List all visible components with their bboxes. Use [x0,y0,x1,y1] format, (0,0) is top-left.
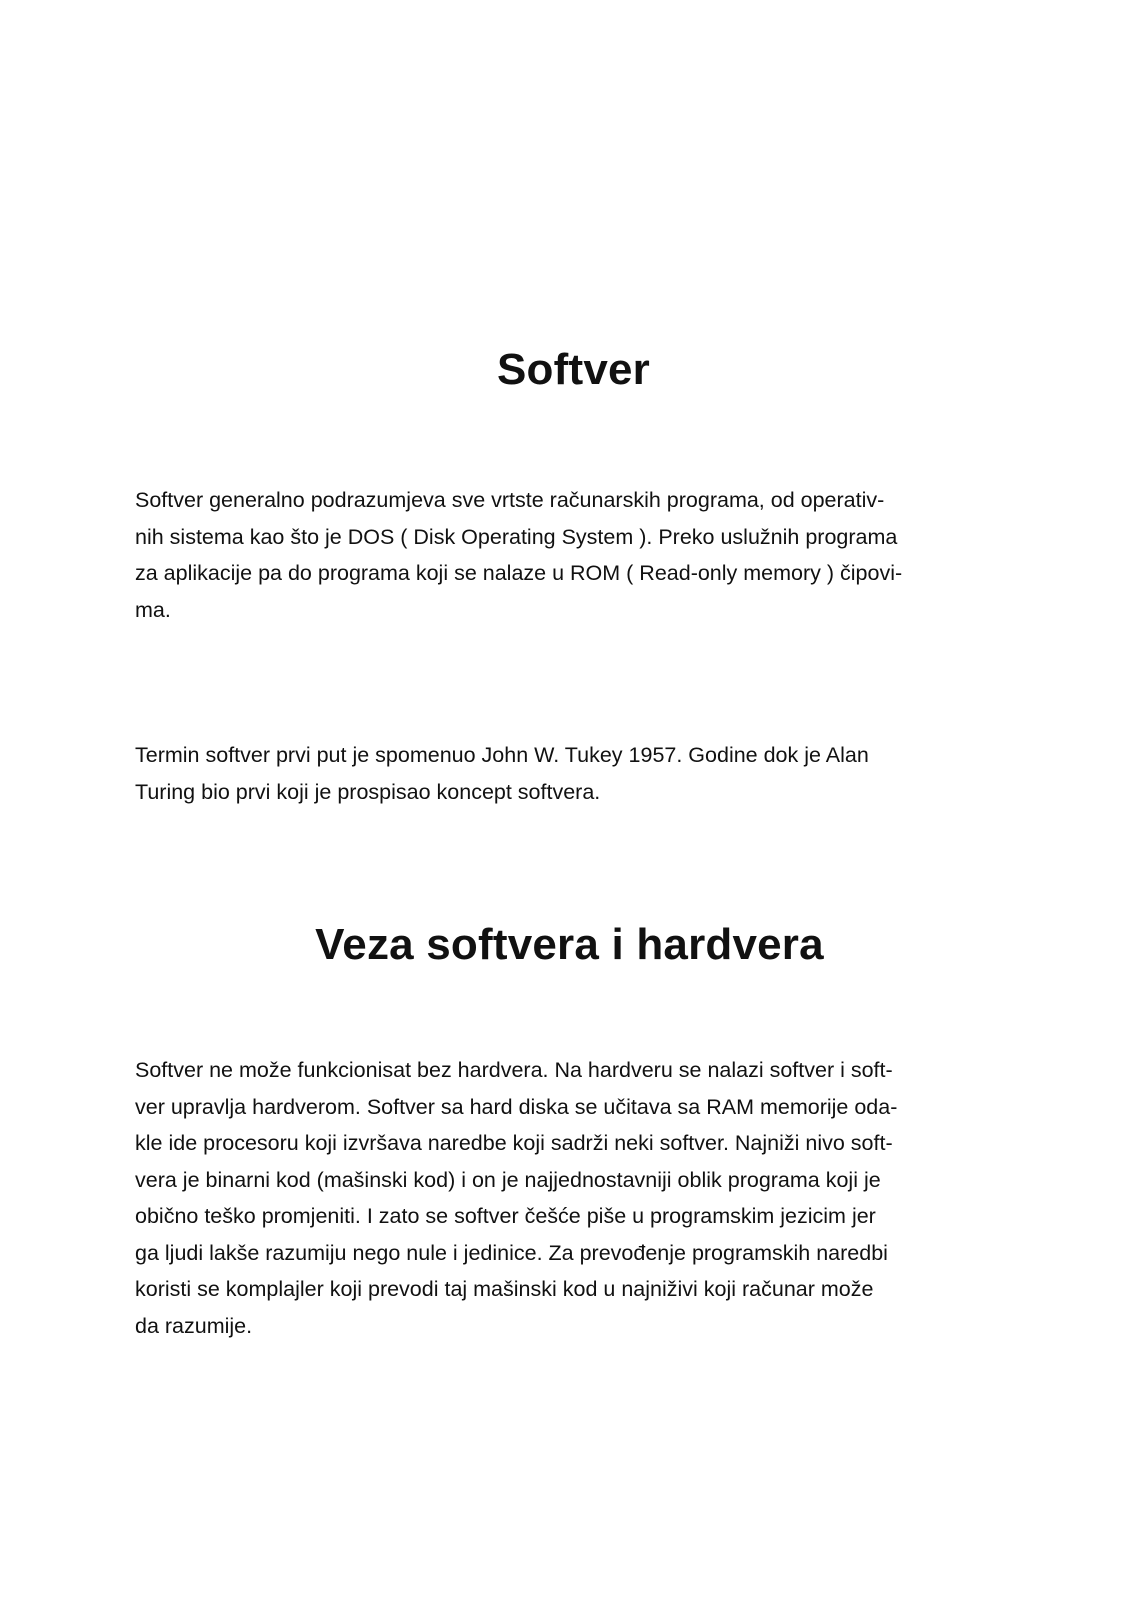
paragraph-line: Softver generalno podrazumjeva sve vrtste računarskih programa, od operativ- [135,488,885,512]
paragraph-line: za aplikacije pa do programa koji se nalaze u ROM ( Read-only memory ) čipovi- [135,561,903,585]
relationship-paragraph [135,1052,995,1344]
paragraph-line: nih sistema kao što je DOS ( Disk Operating System ). Preko uslužnih programa [135,524,898,549]
page-title: Softver [497,345,650,394]
paragraph-line: Termin softver prvi put je spomenuo John W. Tukey 1957. Godine dok je Alan [135,743,869,767]
paragraph-line: Turing bio prvi koji je prospisao koncept softvera. [135,779,601,804]
paragraph-line: kle ide procesoru koji izvršava naredbe koji sadrži neki softver. Najniži nivo soft- [135,1131,893,1155]
paragraph-line: ga ljudi lakše razumiju nego nule i jedinice. Za prevođenje programskih naredbi [135,1240,888,1265]
paragraph-line: ver upravlja hardverom. Softver sa hard diska se učitava sa RAM memorije oda- [135,1094,898,1119]
intro-paragraph [135,482,995,628]
paragraph-line: obično teško promjeniti. I zato se softver češće piše u programskim jezicim jer [135,1204,876,1228]
section-heading: Veza softvera i hardvera [315,920,824,969]
paragraph-line: ma. [135,597,171,622]
history-paragraph [135,737,995,810]
paragraph-line: Softver ne može funkcionisat bez hardvera. Na hardveru se nalazi softver i soft- [135,1058,893,1082]
paragraph-line: koristi se komplajler koji prevodi taj mašinski kod u najniživi koji računar može [135,1277,874,1301]
paragraph-line: da razumije. [135,1313,253,1338]
paragraph-line: vera je binarni kod (mašinski kod) i on je najjednostavniji oblik programa koji je [135,1167,881,1192]
